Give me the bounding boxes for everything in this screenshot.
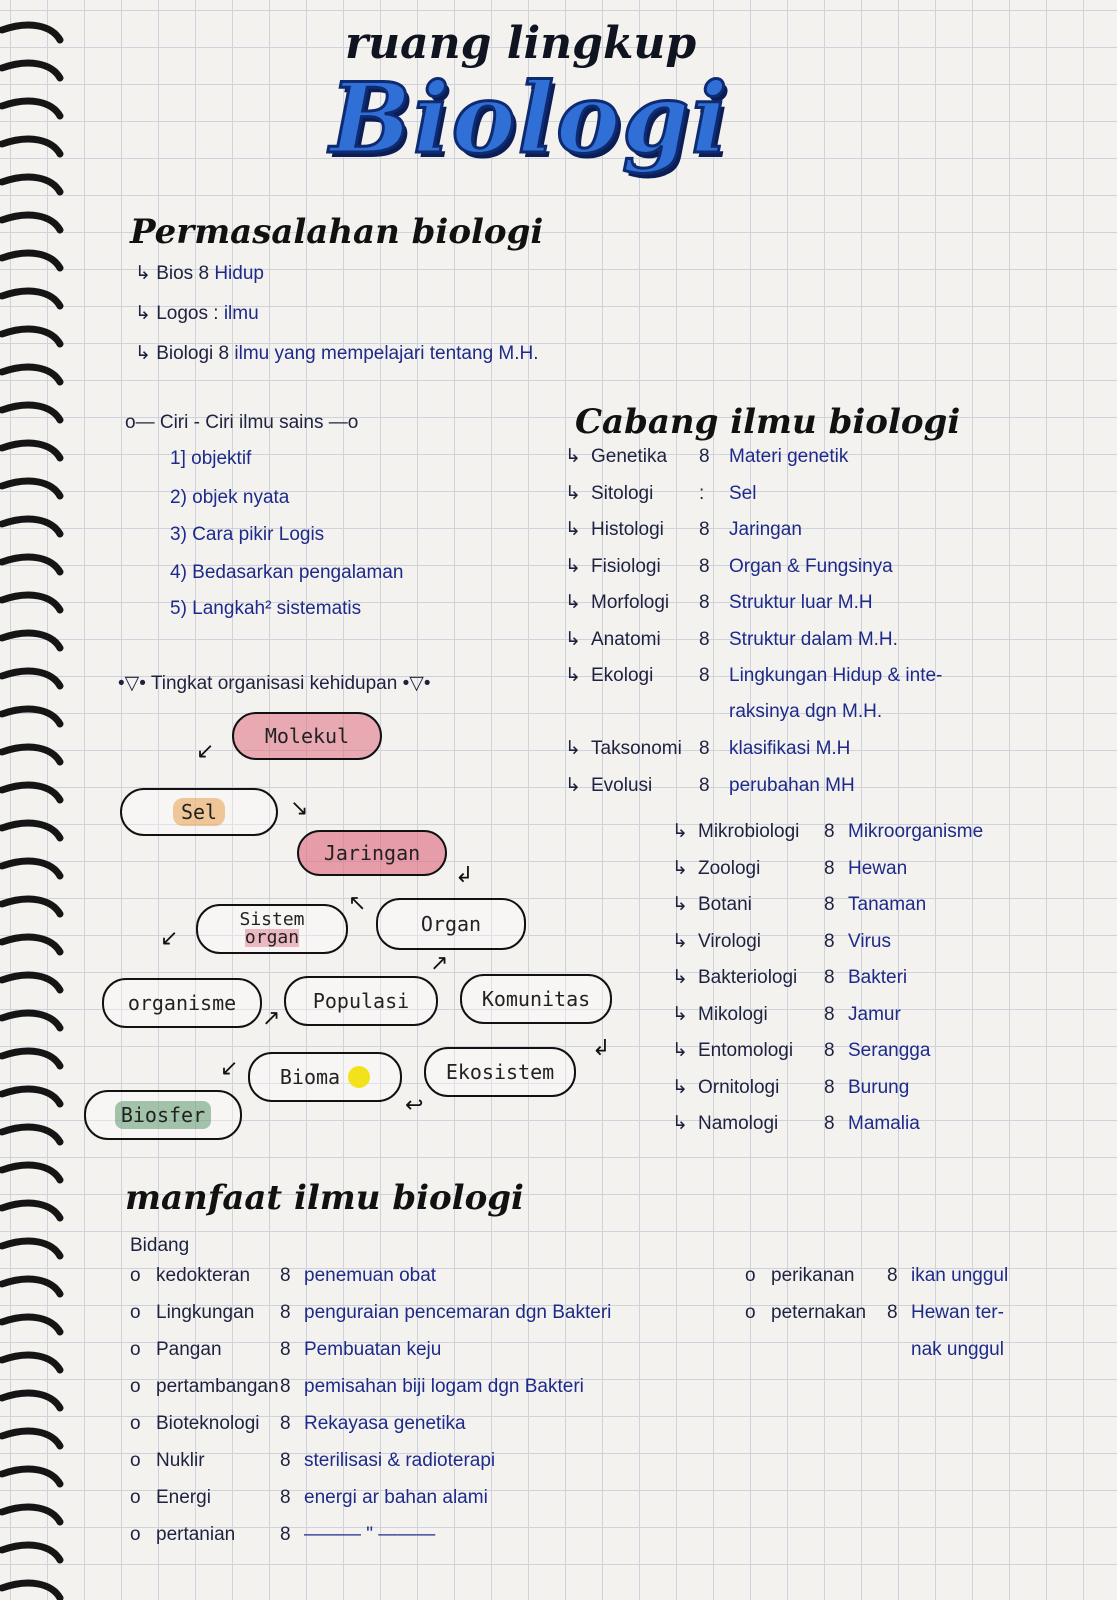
term: pertambangan	[156, 1376, 279, 1397]
spiral-ring	[2, 1355, 60, 1370]
spiral-ring	[2, 101, 60, 116]
separator: 8	[824, 857, 835, 879]
node-komunitas: Komunitas	[460, 974, 612, 1024]
spiral-ring	[2, 1127, 60, 1142]
term: Namologi	[698, 1113, 779, 1134]
spiral-ring	[2, 1051, 60, 1066]
separator: 8	[280, 1265, 291, 1286]
bullet-icon: ↳	[565, 446, 581, 467]
spiral-ring	[2, 481, 60, 496]
spiral-binding	[0, 0, 70, 1600]
separator: 8	[824, 930, 835, 952]
node-sel	[120, 788, 278, 836]
term: Energi	[156, 1487, 211, 1508]
separator: 8	[218, 343, 230, 364]
tingkat-heading-text: Tingkat organisasi kehidupan	[150, 673, 398, 694]
term: Pangan	[156, 1339, 222, 1360]
list-item	[672, 893, 926, 916]
term: Botani	[698, 894, 752, 915]
spiral-ring	[2, 443, 60, 458]
ciri-item: 2) objek nyata	[170, 487, 290, 508]
term: Bakteriologi	[698, 967, 798, 988]
definition: klasifikasi M.H	[729, 738, 851, 759]
arrow-icon: ↙	[160, 925, 179, 950]
definition: Materi genetik	[729, 446, 849, 467]
node-sistem-organ	[196, 904, 348, 954]
ciri-item: 4) Bedasarkan pengalaman	[170, 562, 404, 583]
definition: Jaringan	[729, 519, 802, 540]
definition: energi ar bahan alami	[304, 1487, 488, 1508]
list-item	[672, 1112, 920, 1135]
permasalahan-item: ↳ Biologi 8 ilmu yang mempelajari tentang M.H.	[135, 343, 539, 364]
spiral-ring	[2, 671, 60, 686]
arrow-icon: ↲	[455, 862, 474, 887]
separator: 8	[824, 1040, 835, 1061]
spiral-ring	[2, 557, 60, 572]
list-item	[672, 966, 907, 989]
list-item	[672, 1076, 909, 1099]
bullet-icon: o	[130, 1376, 141, 1397]
bullet-icon: ↳	[672, 821, 688, 842]
list-item	[565, 737, 850, 760]
node-jaringan: Jaringan	[297, 830, 447, 876]
spiral-ring	[2, 367, 60, 382]
definition: ——— " ———	[304, 1524, 436, 1545]
separator: 8	[699, 665, 710, 686]
definition: sterilisasi & radioterapi	[304, 1450, 496, 1471]
node-molekul: Molekul	[232, 712, 382, 760]
definition: ikan unggul	[911, 1265, 1009, 1286]
spiral-ring	[2, 215, 60, 230]
spiral-ring	[2, 595, 60, 610]
bullet-icon: ↳	[565, 592, 581, 613]
spiral-ring	[2, 1507, 60, 1522]
definition: Sel	[729, 482, 757, 504]
term: Taksonomi	[591, 738, 682, 759]
definition: Virus	[848, 930, 891, 952]
yellow-dot	[348, 1066, 370, 1088]
term: Mikologi	[698, 1003, 768, 1025]
permasalahan-item: ↳ Bios 8 Hidup	[135, 263, 264, 284]
list-item	[130, 1450, 495, 1472]
spiral-ring	[2, 25, 60, 40]
spiral-ring	[2, 975, 60, 990]
spiral-ring	[2, 139, 60, 154]
definition: Hidup	[214, 263, 264, 284]
arrow-icon: ↗	[430, 950, 449, 975]
list-item	[672, 930, 891, 953]
separator: 8	[280, 1413, 291, 1434]
spiral-ring	[2, 405, 60, 420]
spiral-ring	[2, 1469, 60, 1484]
list-item	[672, 1039, 930, 1062]
bullet-icon: o	[130, 1339, 141, 1360]
list-item	[565, 701, 882, 723]
spiral-ring	[2, 861, 60, 876]
bullet-icon: ↳	[565, 555, 581, 577]
term: Fisiologi	[591, 555, 661, 577]
definition: raksinya dgn M.H.	[729, 700, 883, 722]
bullet-icon: ↳	[565, 482, 581, 504]
bullet-icon: ↳	[565, 519, 581, 540]
separator: 8	[887, 1302, 898, 1323]
spiral-ring	[2, 1545, 60, 1560]
ciri-heading: o— Ciri - Ciri ilmu sains —o	[125, 412, 359, 433]
node-biosfer-label: Biosfer	[115, 1101, 211, 1129]
bullet-icon: ↳	[672, 930, 688, 952]
separator: :	[699, 482, 705, 504]
spiral-ring	[2, 329, 60, 344]
separator: :	[213, 303, 219, 324]
term: Biologi	[156, 343, 214, 364]
term: Virologi	[698, 930, 762, 952]
term: Mikrobiologi	[698, 821, 800, 842]
spiral-ring	[2, 253, 60, 268]
node-organisme: organisme	[102, 978, 262, 1028]
bidang-label: Bidang	[130, 1235, 190, 1256]
node-biosfer	[84, 1090, 242, 1140]
spiral-ring	[2, 899, 60, 914]
bullet-icon: ↳	[672, 967, 688, 988]
list-item	[672, 1003, 901, 1026]
separator: 8	[699, 446, 710, 467]
node-ekosistem: Ekosistem	[424, 1047, 576, 1097]
spiral-ring	[2, 785, 60, 800]
bullet-icon: o	[130, 1487, 141, 1508]
bullet-icon: ↳	[565, 665, 581, 686]
node-sel-label: Sel	[173, 798, 225, 826]
term: perikanan	[771, 1265, 855, 1286]
separator: 8	[699, 592, 710, 613]
spiral-ring	[2, 1089, 60, 1104]
term: Ekologi	[591, 665, 654, 686]
definition: perubahan MH	[729, 774, 855, 796]
bullet-icon: o	[745, 1265, 756, 1286]
term: Bioteknologi	[156, 1413, 260, 1434]
separator: 8	[824, 821, 835, 842]
list-item	[745, 1265, 1008, 1287]
bullet-icon: ↳	[672, 894, 688, 915]
spiral-ring	[2, 709, 60, 724]
spiral-ring	[2, 1165, 60, 1180]
permasalahan-item: ↳ Logos : ilmu	[135, 303, 259, 324]
definition: nak unggul	[911, 1339, 1004, 1360]
spiral-ring	[2, 1317, 60, 1332]
spiral-ring	[2, 1431, 60, 1446]
spiral-ring	[2, 1279, 60, 1294]
term: Logos	[156, 303, 208, 324]
spiral-ring	[2, 1393, 60, 1408]
list-item	[565, 518, 802, 541]
definition: pemisahan biji logam dgn Bakteri	[304, 1376, 584, 1397]
title-top: ruang lingkup	[345, 18, 697, 69]
list-item	[565, 555, 893, 578]
title-main: Biologi	[330, 62, 730, 175]
definition: Serangga	[848, 1040, 931, 1061]
definition: Mamalia	[848, 1113, 920, 1134]
spiral-ring	[2, 1241, 60, 1256]
ciri-item: 3) Cara pikir Logis	[170, 524, 325, 545]
list-item	[565, 628, 898, 651]
term: Ornitologi	[698, 1076, 780, 1098]
list-item	[130, 1265, 436, 1287]
separator: 8	[699, 555, 710, 577]
bullet-icon: ↳	[672, 1113, 688, 1134]
spiral-ring	[2, 177, 60, 192]
separator: 8	[824, 1003, 835, 1025]
node-sistem-organ-line2: organ	[244, 927, 300, 948]
list-item	[130, 1302, 611, 1324]
definition: Tanaman	[848, 894, 927, 915]
bullet-icon: o	[130, 1302, 141, 1323]
term: Lingkungan	[156, 1302, 255, 1323]
list-item	[672, 820, 983, 843]
arrow-icon: ↙	[196, 738, 215, 763]
node-sistem-organ-line1: Sistem	[239, 909, 305, 930]
bullet-icon: ↳	[565, 738, 581, 759]
list-item	[565, 482, 756, 505]
definition: penguraian pencemaran dgn Bakteri	[304, 1302, 612, 1323]
arrow-icon: ↲	[592, 1035, 611, 1060]
term: pertanian	[156, 1524, 236, 1545]
definition: ilmu	[223, 303, 259, 324]
spiral-ring	[2, 291, 60, 306]
term: Anatomi	[591, 628, 661, 650]
definition: Struktur dalam M.H.	[729, 628, 898, 650]
cabang-heading: Cabang ilmu biologi	[575, 402, 961, 442]
spiral-ring	[2, 1203, 60, 1218]
definition: Rekayasa genetika	[304, 1413, 466, 1434]
permasalahan-heading: Permasalahan biologi	[130, 212, 544, 252]
spiral-ring	[2, 823, 60, 838]
arrow-icon: ↗	[262, 1005, 281, 1030]
ciri-item: 5) Langkah² sistematis	[170, 598, 362, 619]
arrow-icon: ↘	[290, 795, 309, 820]
term: Entomologi	[698, 1040, 794, 1061]
term: Evolusi	[591, 774, 653, 796]
separator: 8	[699, 738, 710, 759]
bullet-icon: ↳	[672, 1076, 688, 1098]
term: Sitologi	[591, 482, 654, 504]
bullet-icon: ↳	[672, 857, 688, 879]
spiral-ring	[2, 633, 60, 648]
separator: 8	[824, 967, 835, 988]
separator: 8	[824, 894, 835, 915]
separator: 8	[198, 263, 210, 284]
term: Zoologi	[698, 857, 761, 879]
separator: 8	[699, 774, 710, 796]
term: Bios	[156, 263, 194, 284]
tingkat-heading: •▽• Tingkat organisasi kehidupan •▽•	[118, 673, 431, 694]
spiral-ring	[2, 937, 60, 952]
list-item	[565, 445, 848, 468]
bullet-icon: o	[130, 1450, 141, 1471]
separator: 8	[280, 1487, 291, 1508]
list-item	[130, 1376, 584, 1398]
spiral-ring	[2, 1583, 60, 1598]
spiral-ring	[2, 519, 60, 534]
node-bioma-label: Bioma	[279, 1065, 341, 1089]
term: Genetika	[591, 446, 668, 467]
ciri-heading-text: Ciri - Ciri ilmu sains	[159, 412, 324, 433]
ciri-item: 1] objektif	[170, 448, 252, 469]
list-item	[745, 1339, 1004, 1361]
definition: Lingkungan Hidup & inte-	[729, 665, 943, 686]
separator: 8	[699, 519, 710, 540]
list-item	[565, 591, 873, 614]
separator: 8	[280, 1524, 291, 1545]
term: kedokteran	[156, 1265, 251, 1286]
definition: Struktur luar M.H	[729, 592, 873, 613]
definition: Jamur	[848, 1003, 901, 1025]
node-bioma	[248, 1052, 402, 1102]
separator: 8	[824, 1076, 835, 1098]
bullet-icon: ↳	[565, 774, 581, 796]
term: peternakan	[771, 1302, 867, 1323]
spiral-ring	[2, 63, 60, 78]
term: Morfologi	[591, 592, 670, 613]
definition: Hewan ter-	[911, 1302, 1004, 1323]
manfaat-heading: manfaat ilmu biologi	[125, 1178, 524, 1218]
list-item	[565, 664, 942, 687]
separator: 8	[280, 1450, 291, 1471]
list-item	[130, 1524, 435, 1546]
arrow-icon: ↙	[220, 1055, 239, 1080]
separator: 8	[280, 1376, 291, 1397]
definition: Bakteri	[848, 967, 908, 988]
spiral-ring	[2, 1013, 60, 1028]
term: Nuklir	[156, 1450, 205, 1471]
list-item	[130, 1339, 441, 1361]
definition: penemuan obat	[304, 1265, 437, 1286]
spiral-ring	[2, 747, 60, 762]
node-populasi: Populasi	[284, 976, 438, 1026]
separator: 8	[699, 628, 710, 650]
separator: 8	[280, 1302, 291, 1323]
term: Histologi	[591, 519, 664, 540]
node-organ: Organ	[376, 898, 526, 950]
bullet-icon: o	[130, 1265, 141, 1286]
arrow-icon: ↩	[405, 1092, 424, 1117]
list-item	[565, 774, 855, 797]
list-item	[130, 1487, 488, 1509]
bullet-icon: ↳	[672, 1003, 688, 1025]
separator: 8	[824, 1113, 835, 1134]
bullet-icon: o	[745, 1302, 756, 1323]
list-item	[130, 1413, 466, 1435]
arrow-icon: ↖	[348, 890, 367, 915]
bullet-icon: o	[130, 1413, 141, 1434]
bullet-icon: o	[130, 1524, 141, 1545]
definition: Hewan	[848, 857, 908, 879]
bullet-icon: ↳	[672, 1040, 688, 1061]
definition: Burung	[848, 1076, 910, 1098]
bullet-icon: ↳	[565, 628, 581, 650]
definition: Mikroorganisme	[848, 821, 984, 842]
separator: 8	[887, 1265, 898, 1286]
definition: Organ & Fungsinya	[729, 555, 893, 577]
definition: ilmu yang mempelajari tentang M.H.	[234, 343, 539, 364]
separator: 8	[280, 1339, 291, 1360]
list-item	[672, 857, 907, 880]
list-item	[745, 1302, 1004, 1324]
definition: Pembuatan keju	[304, 1339, 442, 1360]
